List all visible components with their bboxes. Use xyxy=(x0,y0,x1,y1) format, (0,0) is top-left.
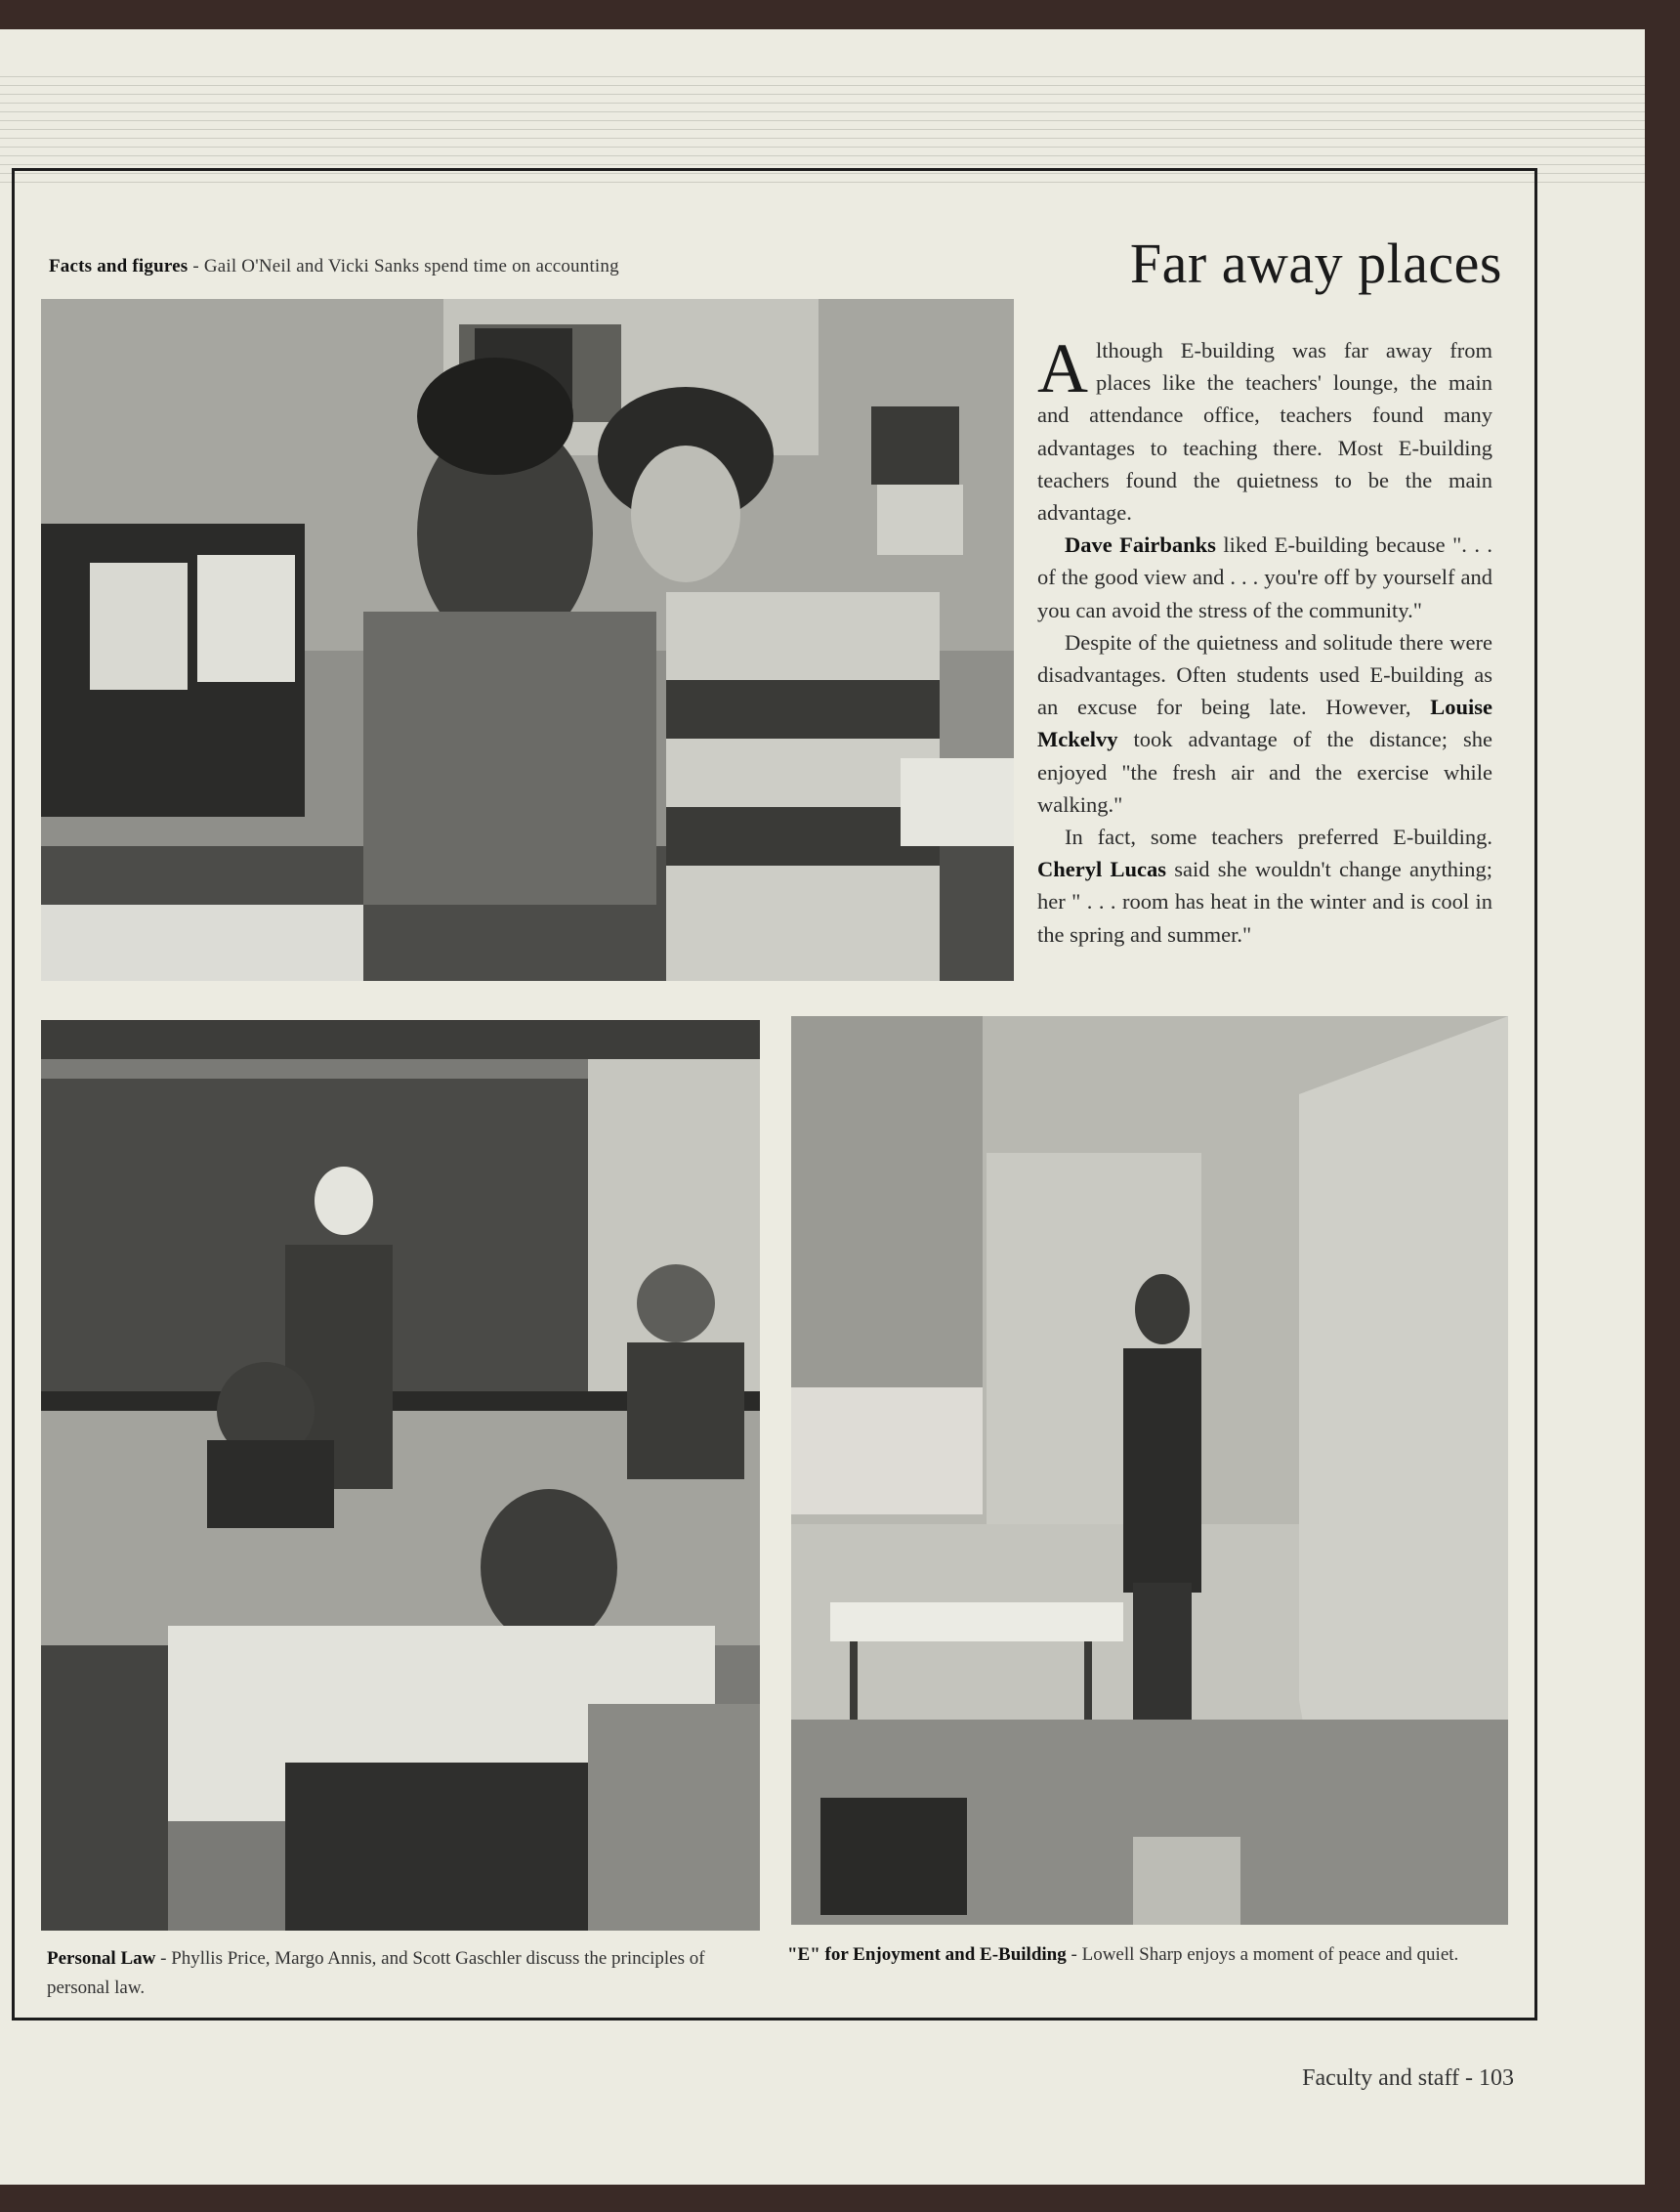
caption-title: Personal Law xyxy=(47,1948,156,1969)
photo-teacher-chalkboard xyxy=(791,1016,1508,1925)
teacher-name: Louise Mckelvy xyxy=(1037,695,1492,752)
caption-e-building: "E" for Enjoyment and E-Building - Lowell Sharp enjoys a moment of peace and quiet. xyxy=(787,1944,1459,1965)
page-footer: Faculty and staff - 103 xyxy=(1302,2065,1514,2091)
article-headline: Far away places xyxy=(1129,232,1502,295)
article-paragraph: In fact, some teachers preferred E-building. Cheryl Lucas said she wouldn't change anything; her " . . . room has heat in the winter and is cool in the spring and summer." xyxy=(1037,825,1492,947)
caption-text: Lowell Sharp enjoys a moment of peace and quiet. xyxy=(1081,1944,1459,1965)
top-caption-text: Gail O'Neil and Vicki Sanks spend time on accounting xyxy=(203,256,619,276)
teacher-name: Cheryl Lucas xyxy=(1037,857,1166,882)
caption-personal-law: Personal Law - Phyllis Price, Margo Annis, and Scott Gaschler discuss the principles of personal law. xyxy=(47,1948,705,1998)
photo-accounting-teachers xyxy=(41,299,1014,981)
article-paragraph: Although E-building was far away from places like the teachers' lounge, the main and attendance office, teachers found many advantages to teaching there. Most E-building teachers found the quietness to be the main advantage. xyxy=(1037,329,1492,526)
teacher-name: Dave Fairbanks xyxy=(1065,532,1216,558)
article-body xyxy=(1037,329,1493,951)
caption-title: "E" for Enjoyment and E-Building xyxy=(787,1944,1067,1965)
drop-cap: A xyxy=(1037,329,1088,407)
article-paragraph: Dave Fairbanks liked E-building because ". . . of the good view and . . . you're off by yourself and you can avoid the stress of the community." xyxy=(1037,532,1493,622)
photo-personal-law-class xyxy=(41,1020,760,1931)
top-caption-title: Facts and figures xyxy=(49,256,189,276)
article-paragraph: Despite of the quietness and solitude there were disadvantages. Often students used E-building as an excuse for being late. However, Louise Mckelvy took advantage of the distance; she enjoyed "the fresh air and the exercise while walking." xyxy=(1037,629,1492,817)
caption-text: Phyllis Price, Margo Annis, and Scott Gaschler discuss the principles of personal law. xyxy=(47,1948,705,1998)
top-photo-caption: Facts and figures - Gail O'Neil and Vicki Sanks spend time on accounting xyxy=(49,256,619,276)
